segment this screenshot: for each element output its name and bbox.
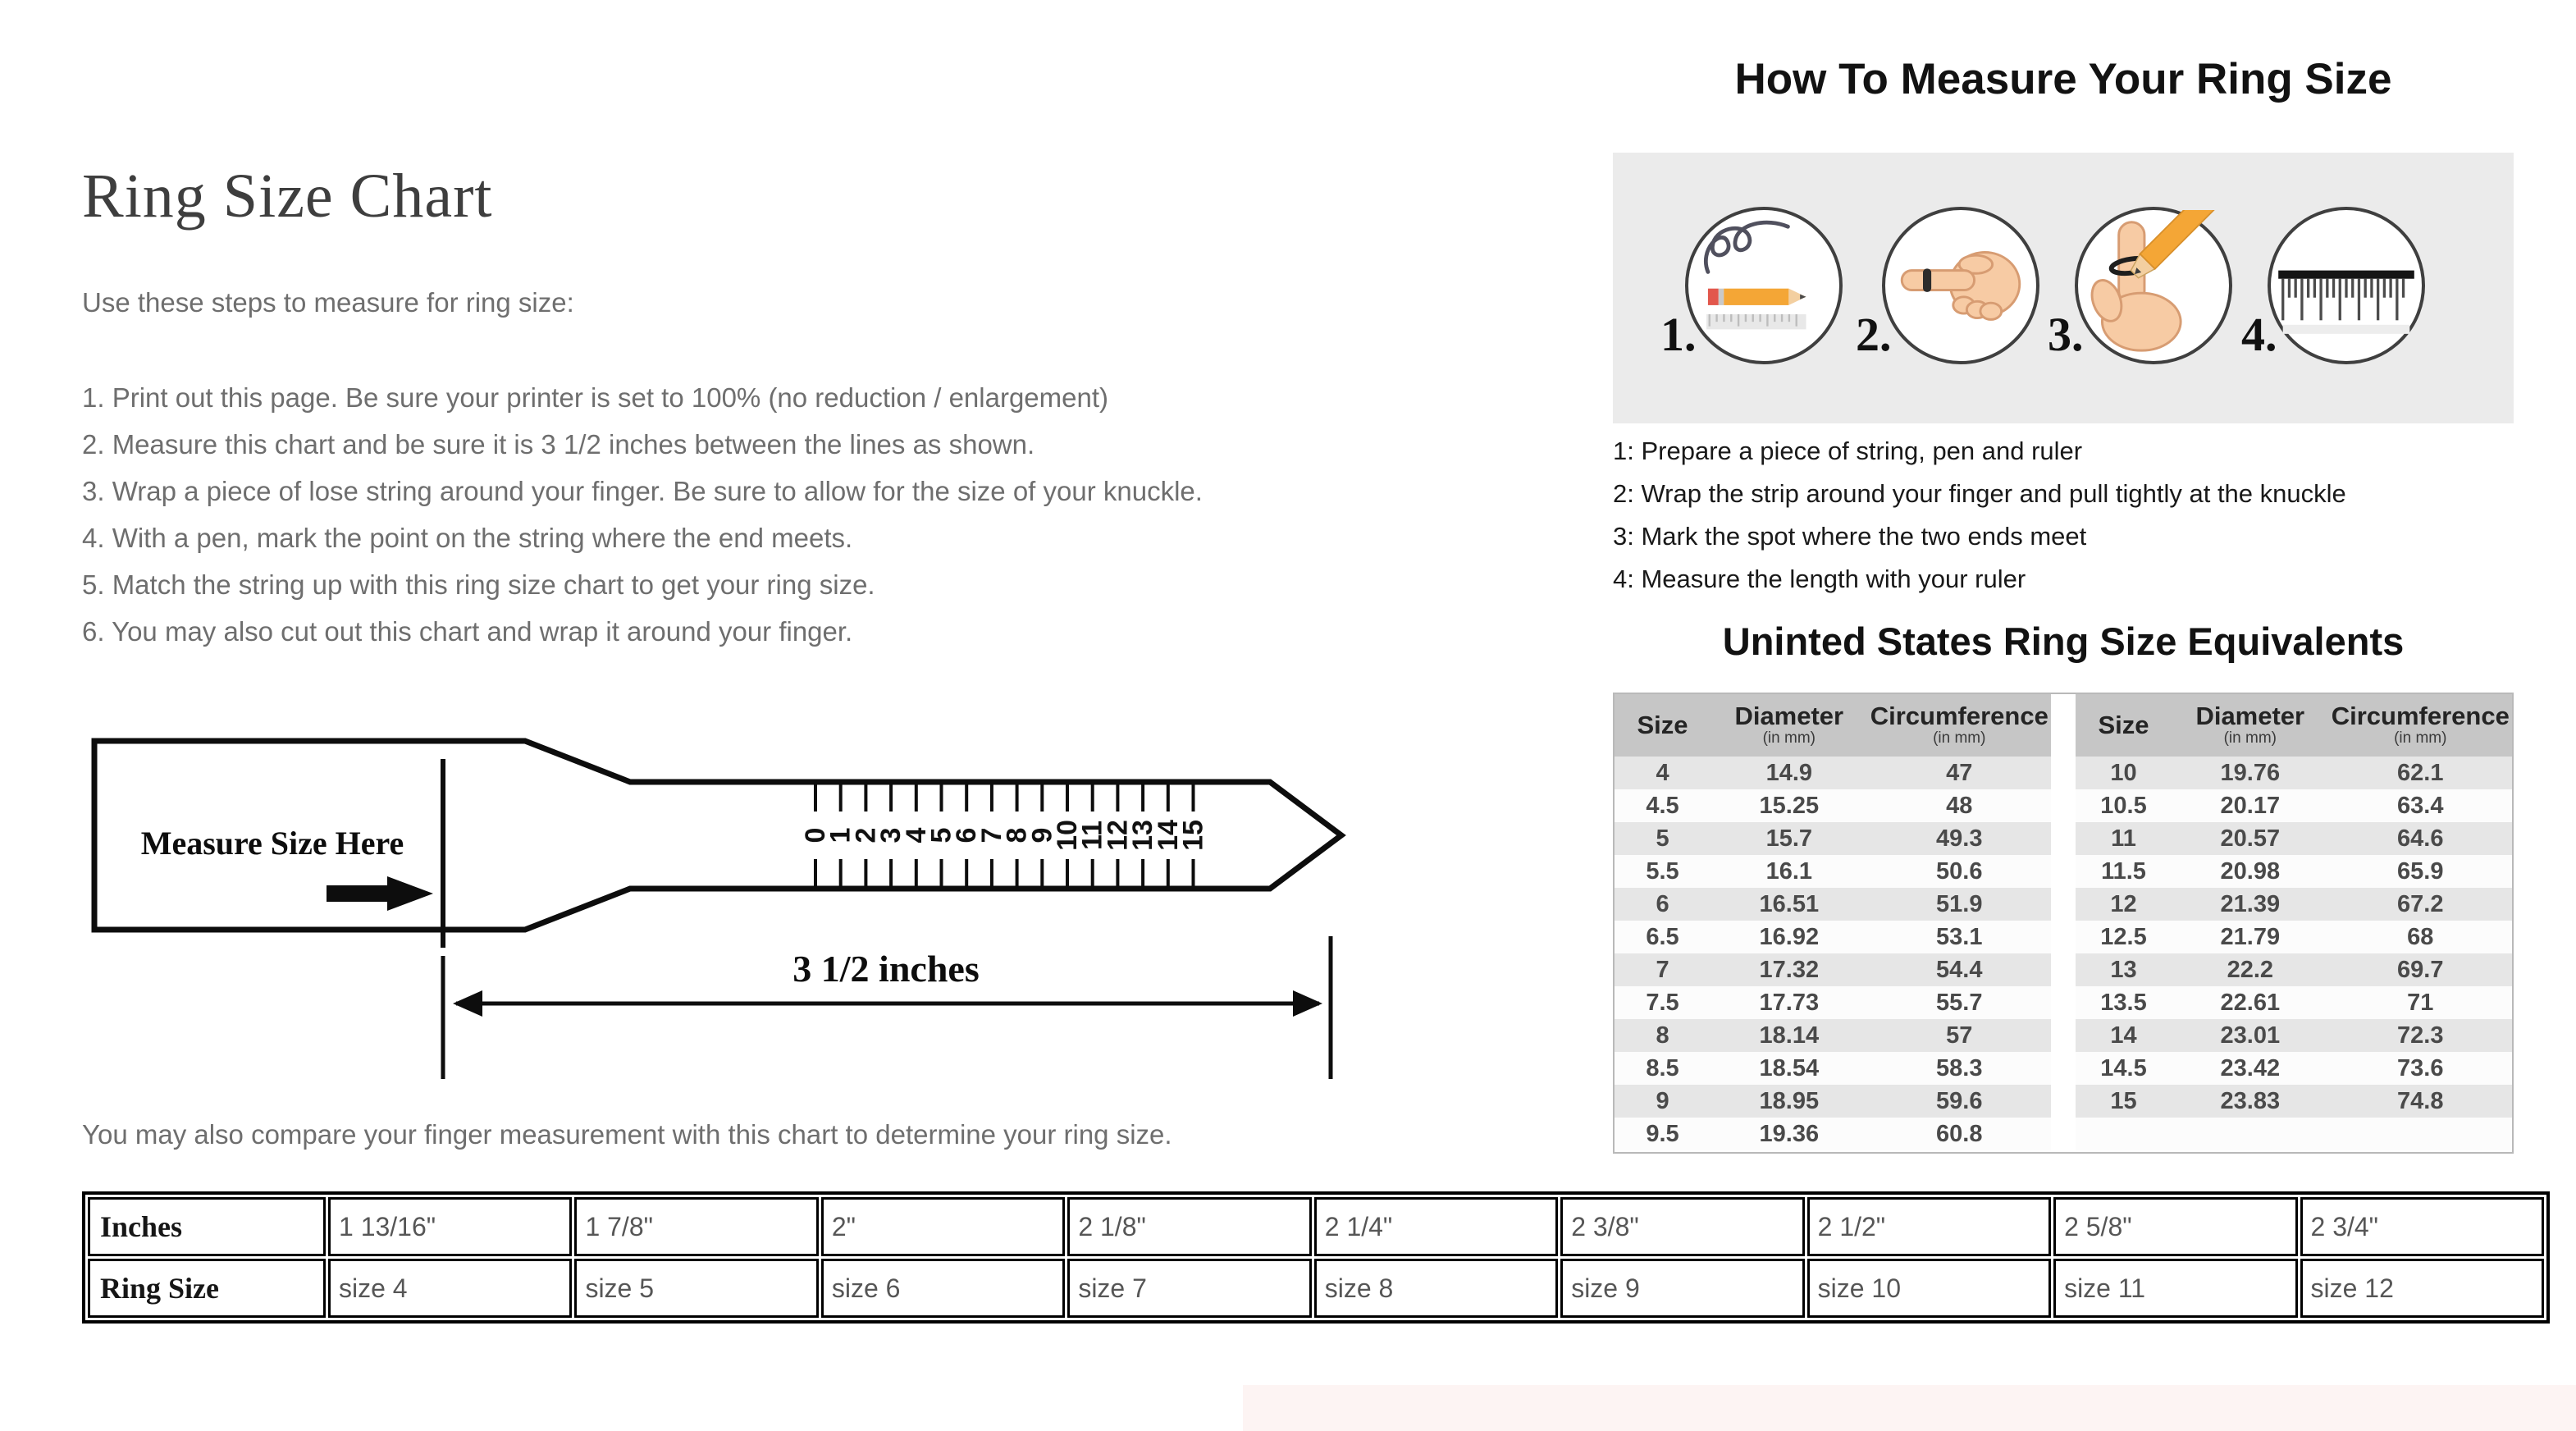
table-row: 11.5 20.98 65.9 — [2076, 855, 2512, 888]
ring-size-value-cell: size 5 — [574, 1259, 818, 1318]
table-row: 12 21.39 67.2 — [2076, 888, 2512, 921]
measure-step-3: 3. Wrap a piece of lose string around your finger. Be sure to allow for the size of your knuckle. — [82, 476, 1203, 506]
diameter-column-header: Diameter (in mm) — [1710, 694, 1868, 757]
ring-size-value-cell: size 8 — [1314, 1259, 1558, 1318]
table-row: 10 19.76 62.1 — [2076, 757, 2512, 789]
inches-value-cell: 2 1/8" — [1067, 1197, 1311, 1256]
measure-step-4: 4. With a pen, mark the point on the string where the end meets. — [82, 523, 853, 553]
illustration-number-2: 2. — [1856, 308, 1892, 361]
inches-value-cell: 2" — [821, 1197, 1065, 1256]
measure-steps-list — [82, 0, 1477, 673]
howto-step-2: 2: Wrap the strip around your finger and pull tightly at the knuckle — [1613, 479, 2346, 508]
ring-size-value-cell: size 4 — [328, 1259, 572, 1318]
ring-size-equivalents-table — [1613, 693, 2514, 1154]
circumference-column-header: Circumference (in mm) — [2329, 694, 2512, 757]
table-row: 5 15.7 49.3 — [1615, 822, 2051, 855]
table-row: 7 17.32 54.4 — [1615, 953, 2051, 986]
table-row: 15 23.83 74.8 — [2076, 1085, 2512, 1118]
size-column-header: Size — [2076, 694, 2172, 757]
howto-heading: How To Measure Your Ring Size — [1734, 55, 2392, 103]
size-column-header: Size — [1615, 694, 1710, 757]
measure-here-label: Measure Size Here — [140, 825, 404, 862]
inches-value-cell: 2 3/8" — [1560, 1197, 1804, 1256]
howto-step-1: 1: Prepare a piece of string, pen and ruler — [1613, 437, 2083, 465]
table-row: 4 14.9 47 — [1615, 757, 2051, 789]
measure-step-2: 2. Measure this chart and be sure it is 3 1/2 inches between the lines as shown. — [82, 429, 1035, 459]
table-header-row — [2076, 694, 2512, 757]
inches-row-label: Inches — [88, 1197, 326, 1256]
ring-size-value-cell: size 9 — [1560, 1259, 1804, 1318]
table-row: 9 18.95 59.6 — [1615, 1085, 2051, 1118]
table-row: 5.5 16.1 50.6 — [1615, 855, 2051, 888]
intro-text: Use these steps to measure for ring size: — [82, 287, 574, 318]
ring-sizer-diagram — [82, 733, 1362, 1081]
table-row: 4.5 15.25 48 — [1615, 789, 2051, 822]
size-tick-label-1: 1 — [824, 827, 856, 844]
table-row: 14 23.01 72.3 — [2076, 1019, 2512, 1052]
ring-size-value-cell: size 11 — [2053, 1259, 2297, 1318]
compare-note: You may also compare your finger measurement with this chart to determine your ring size. — [82, 1119, 1172, 1150]
table-row: 8 18.14 57 — [1615, 1019, 2051, 1052]
illustration-number-1: 1. — [1660, 308, 1697, 361]
ring-size-row — [88, 1259, 2544, 1318]
table-row — [2076, 1118, 2512, 1150]
howto-step-3: 3: Mark the spot where the two ends meet — [1613, 522, 2087, 551]
size-tick-label-8: 8 — [1001, 827, 1033, 844]
diameter-column-header: Diameter (in mm) — [2172, 694, 2329, 757]
illustration-number-3: 3. — [2048, 308, 2084, 361]
measure-step-5: 5. Match the string up with this ring size chart to get your ring size. — [82, 569, 875, 600]
size-tick-label-7: 7 — [975, 827, 1007, 844]
page-title: Ring Size Chart — [82, 162, 493, 231]
measure-step-6: 6. You may also cut out this chart and wrap it around your finger. — [82, 616, 853, 647]
table-row: 13.5 22.61 71 — [2076, 986, 2512, 1019]
circumference-column-header: Circumference (in mm) — [1868, 694, 2051, 757]
inches-value-cell: 2 3/4" — [2300, 1197, 2545, 1256]
size-tick-label-5: 5 — [925, 827, 957, 844]
table-row: 12.5 21.79 68 — [2076, 921, 2512, 953]
ring-size-row-label: Ring Size — [88, 1259, 326, 1318]
table-row: 9.5 19.36 60.8 — [1615, 1118, 2051, 1150]
size-tick-label-0: 0 — [800, 827, 831, 844]
table-row: 7.5 17.73 55.7 — [1615, 986, 2051, 1019]
howto-step-4: 4: Measure the length with your ruler — [1613, 565, 2026, 593]
table-divider — [2051, 694, 2076, 1152]
inches-value-cell: 2 1/4" — [1314, 1197, 1558, 1256]
table-row: 6.5 16.92 53.1 — [1615, 921, 2051, 953]
size-tick-label-11: 11 — [1076, 821, 1108, 850]
inches-value-cell: 2 1/2" — [1807, 1197, 2051, 1256]
size-tick-label-13: 13 — [1127, 820, 1159, 851]
ring-size-value-cell: size 12 — [2300, 1259, 2545, 1318]
howto-steps-list — [1613, 0, 2573, 624]
inches-row — [88, 1197, 2544, 1256]
table-header-row — [1615, 694, 2051, 757]
equivalents-table-right-half — [2076, 694, 2512, 1152]
ring-size-value-cell: size 10 — [1807, 1259, 2051, 1318]
inches-value-cell: 1 13/16" — [328, 1197, 572, 1256]
table-row: 14.5 23.42 73.6 — [2076, 1052, 2512, 1085]
inches-to-ring-size-table — [82, 1191, 2550, 1324]
size-tick-label-12: 12 — [1102, 820, 1134, 851]
size-tick-label-4: 4 — [900, 827, 932, 844]
ring-size-value-cell: size 6 — [821, 1259, 1065, 1318]
ring-size-value-cell: size 7 — [1067, 1259, 1311, 1318]
size-tick-label-2: 2 — [850, 827, 882, 844]
inches-value-cell: 2 5/8" — [2053, 1197, 2297, 1256]
size-tick-label-14: 14 — [1152, 820, 1184, 851]
table-row: 8.5 18.54 58.3 — [1615, 1052, 2051, 1085]
size-tick-label-9: 9 — [1026, 827, 1058, 844]
table-row: 11 20.57 64.6 — [2076, 822, 2512, 855]
decorative-strip — [1243, 1385, 2576, 1431]
illustration-number-4: 4. — [2241, 308, 2277, 361]
size-tick-label-15: 15 — [1177, 820, 1209, 851]
equivalents-table-left-half — [1615, 694, 2051, 1152]
width-dimension-label: 3 1/2 inches — [792, 948, 980, 990]
table-row: 13 22.2 69.7 — [2076, 953, 2512, 986]
measure-step-1: 1. Print out this page. Be sure your printer is set to 100% (no reduction / enlargement) — [82, 382, 1109, 413]
table-row: 6 16.51 51.9 — [1615, 888, 2051, 921]
inches-value-cell: 1 7/8" — [574, 1197, 818, 1256]
size-tick-label-10: 10 — [1052, 820, 1083, 851]
table-row: 10.5 20.17 63.4 — [2076, 789, 2512, 822]
size-tick-label-3: 3 — [875, 827, 907, 844]
ring-sizer-svg — [82, 733, 1362, 1081]
size-tick-label-6: 6 — [951, 827, 983, 844]
equivalents-heading: Uninted States Ring Size Equivalents — [1722, 619, 2405, 663]
dimension-arrow — [453, 990, 1322, 1017]
